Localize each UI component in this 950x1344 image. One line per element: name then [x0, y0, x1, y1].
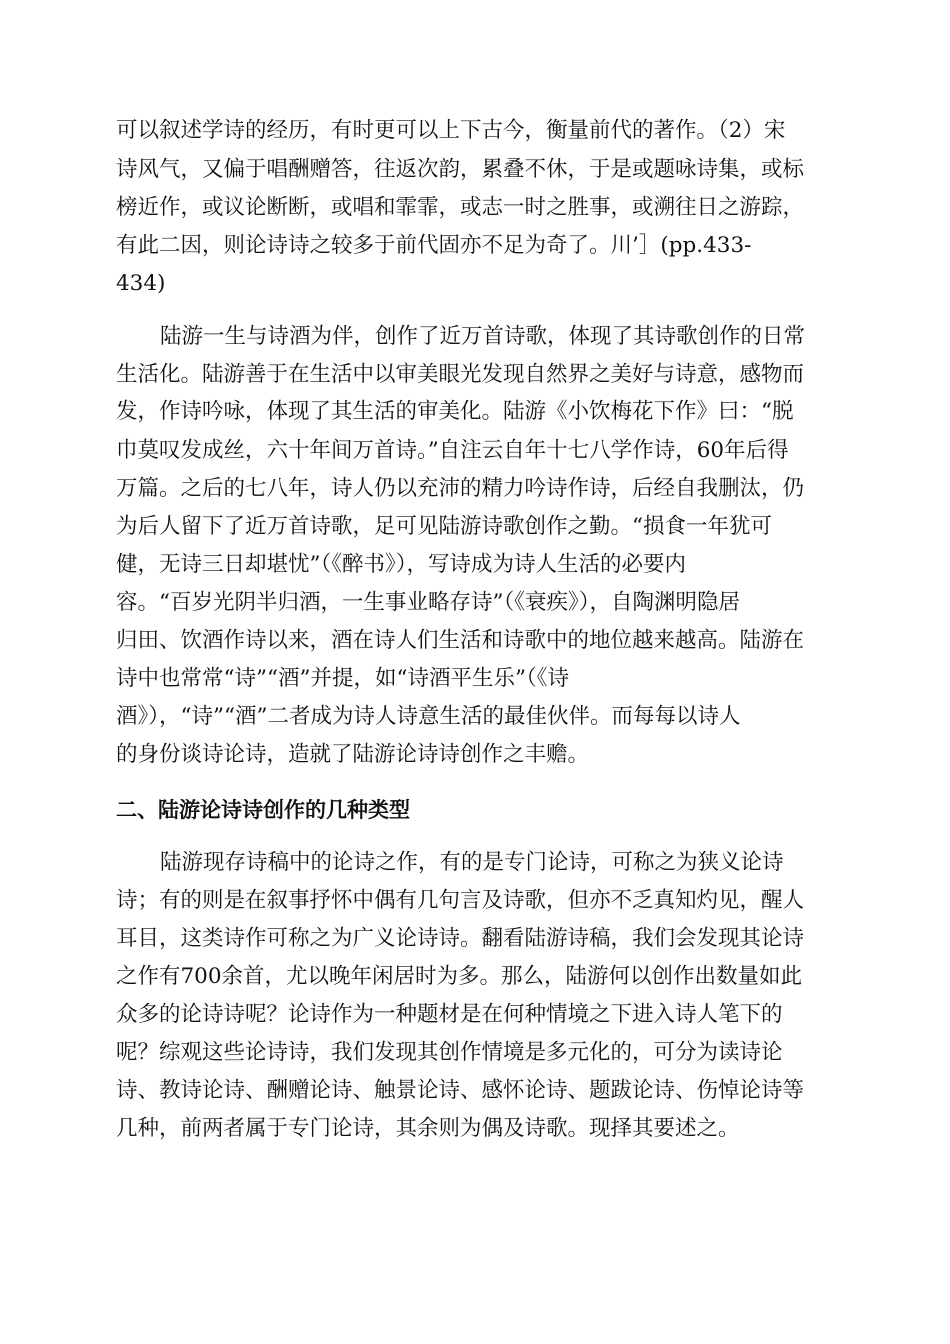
quote-line: 榜近作，或议论断断，或唱和霏霏，或志一时之胜事，或溯往日之游踪，	[116, 195, 805, 220]
paragraph-line: 巾莫叹发成丝，六十年间万首诗。”自注云自年十七八学作诗，60年后得	[116, 438, 789, 463]
paragraph-line: 耳目，这类诗作可称之为广义论诗诗。翻看陆游诗稿，我们会发现其论诗	[116, 926, 805, 951]
paragraph-line: 诗中也常常“诗”“酒”并提，如“诗酒平生乐”（《诗	[116, 666, 569, 691]
paragraph-line: 归田、饮酒作诗以来，酒在诗人们生活和诗歌中的地位越来越高。陆游在	[116, 628, 805, 653]
paragraph-line: 生活化。陆游善于在生活中以审美眼光发现自然界之美好与诗意，感物而	[116, 362, 805, 387]
paragraph-line: 几种，前两者属于专门论诗，其余则为偶及诗歌。现择其要述之。	[116, 1116, 740, 1141]
paragraph-line: 之作有700余首，尤以晚年闲居时为多。那么，陆游何以创作出数量如此	[116, 964, 803, 989]
paragraph-line: 健，无诗三日却堪忧”（《醉书》），写诗成为诗人生活的必要内	[116, 552, 686, 577]
quote-line: 434)	[116, 271, 166, 296]
quote-line: 诗风气，又偏于唱酬赠答，往返次韵，累叠不休，于是或题咏诗集，或标	[116, 157, 805, 182]
paragraph-line: 的身份谈诗论诗，造就了陆游论诗诗创作之丰赡。	[116, 742, 590, 767]
paragraph-line: 为后人留下了近万首诗歌，足可见陆游诗歌创作之勤。“损食一年犹可	[116, 514, 772, 539]
paragraph-line: 呢？综观这些论诗诗，我们发现其创作情境是多元化的，可分为读诗论	[116, 1040, 783, 1065]
paragraph-line: 酒》），“诗”“酒”二者成为诗人诗意生活的最佳伙伴。而每每以诗人	[116, 704, 741, 729]
paragraph-line: 诗、教诗论诗、酬赠论诗、触景论诗、感怀论诗、题跋论诗、伤悼论诗等	[116, 1078, 805, 1103]
paragraph-line: 陆游一生与诗酒为伴，创作了近万首诗歌，体现了其诗歌创作的日常	[160, 324, 806, 349]
paragraph-line: 容。“百岁光阴半归酒，一生事业略存诗”（《衰疾》），自陶渊明隐居	[116, 590, 740, 615]
paragraph-line: 诗；有的则是在叙事抒怀中偶有几句言及诗歌，但亦不乏真知灼见，醒人	[116, 888, 805, 913]
paragraph-line: 众多的论诗诗呢？论诗作为一种题材是在何种情境之下进入诗人笔下的	[116, 1002, 783, 1027]
paragraph-line: 陆游现存诗稿中的论诗之作，有的是专门论诗，可称之为狭义论诗	[160, 850, 784, 875]
section-heading: 二、陆游论诗诗创作的几种类型	[116, 798, 410, 822]
paragraph-line: 万篇。之后的七八年，诗人仍以充沛的精力吟诗作诗，后经自我删汰，仍	[116, 476, 805, 501]
quote-line: 可以叙述学诗的经历，有时更可以上下古今，衡量前代的著作。（2）宋	[116, 118, 786, 143]
quote-line: 有此二因，则论诗诗之较多于前代固亦不足为奇了。川’］(pp.433-	[116, 233, 752, 258]
paragraph-line: 发，作诗吟咏，体现了其生活的审美化。陆游《小饮梅花下作》曰：“脱	[116, 399, 794, 424]
